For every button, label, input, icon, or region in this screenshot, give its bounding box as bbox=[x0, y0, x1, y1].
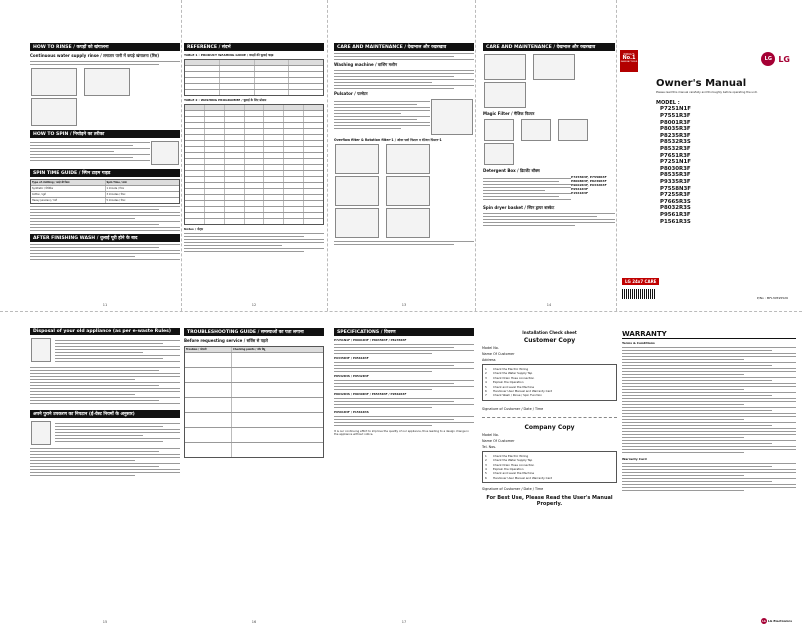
magic-filter-figure-2 bbox=[521, 119, 551, 141]
india-no1-badge: INDIA'S No.1 MANUFACTURER bbox=[620, 50, 638, 72]
filter-figure-5 bbox=[335, 208, 379, 238]
warranty-title: WARRANTY bbox=[622, 330, 796, 339]
section-subheading: Continuous water supply rinse / लगातार पानी में कपड़े खंगालना (रिंस) bbox=[30, 53, 160, 58]
washing-guide-table bbox=[184, 59, 324, 96]
page-12 bbox=[184, 43, 324, 311]
page-number: 16 bbox=[251, 620, 257, 624]
terms-heading: Terms & Conditions bbox=[622, 341, 655, 345]
barcode-icon bbox=[622, 289, 656, 299]
section-heading: CARE AND MAINTENANCE / देखभाल और रखरखाव bbox=[334, 43, 474, 51]
warranty-card-heading: Warranty Card bbox=[622, 457, 647, 461]
spec-block-title: P7251N1F / P8001R3F / P8035R3F / P8235R3F bbox=[334, 338, 407, 342]
footer-logo: LG LG Electronics bbox=[762, 619, 792, 623]
rinse-figures bbox=[30, 67, 180, 127]
filter-figure-2 bbox=[386, 144, 430, 174]
section-heading: REFERENCE / संदर्भ bbox=[184, 43, 324, 51]
applicable-models: P7255R3F, P7558R3F P8008R3F, P8239R3F P9002R3F, P9332R3F P9561R3F P1561R3F bbox=[571, 175, 607, 195]
magic-filter-figure-4 bbox=[484, 143, 514, 165]
care-figure-1 bbox=[484, 54, 526, 80]
section-subheading: Magic Filter / मैजिक फिल्टर bbox=[483, 111, 535, 116]
fold-line-4 bbox=[616, 0, 617, 311]
section-heading: SPIN TIME GUIDE / स्पिन टाइम गाइड bbox=[30, 169, 180, 177]
section-heading: AFTER FINISHING WASH / धुलाई पूरी होने के बाद bbox=[30, 234, 180, 242]
section-heading: Disposal of your old appliance (as per e-waste Rules) bbox=[30, 328, 180, 335]
page-number: 14 bbox=[546, 303, 552, 307]
lg-logo-icon: LG bbox=[762, 619, 766, 623]
rinse-figure-3 bbox=[31, 98, 77, 126]
spec-block-title: P8532R3S / P8532R3F bbox=[334, 374, 369, 378]
spec-block-title: P9335R3F / P9561R3F bbox=[334, 356, 369, 360]
page-17 bbox=[334, 328, 474, 628]
spin-figure bbox=[151, 141, 179, 165]
customer-copy-heading: Customer Copy bbox=[523, 337, 576, 344]
checksheet-title: Installation Check sheet bbox=[522, 330, 577, 335]
care-figure-3 bbox=[484, 82, 526, 108]
filter-figure-1 bbox=[335, 144, 379, 174]
signature-line: Signature of Customer / Date / Time bbox=[482, 406, 544, 411]
spec-block-title: P8032R3S / P8030R3F / P8535R3F / P9562R3F bbox=[334, 392, 407, 396]
signature-line: Signature of Customer / Date / Time bbox=[482, 487, 544, 492]
page-number: 17 bbox=[401, 620, 407, 624]
warranty-page bbox=[622, 328, 796, 628]
section-subheading: Spin dryer basket / स्पिन ड्रायर बास्केट bbox=[483, 205, 555, 210]
section-subheading: Detergent Box / डिटर्जेंट बॉक्स bbox=[483, 168, 540, 173]
page-16 bbox=[184, 328, 324, 628]
field-label: Model No. bbox=[482, 432, 499, 437]
page-number: 12 bbox=[251, 303, 257, 307]
fold-line-2 bbox=[327, 0, 328, 311]
page-11 bbox=[30, 43, 180, 311]
washing-programme-table bbox=[184, 104, 324, 225]
section-subheading: Overflow filter & Rotation filter-1 / ओवर फ्लो फिल्टर व रोटेशन फिल्टर-1 bbox=[334, 138, 442, 142]
lg-logo: LG LG bbox=[761, 52, 790, 66]
section-heading: HOW TO RINSE / कपड़ों को खंगालना bbox=[30, 43, 180, 51]
rinse-figure-2 bbox=[84, 68, 130, 96]
checklist-box: 1 Check the Electric Wiring 2 Check the Water Supply Tap 3 Check Drain Hose connection 4 Explain the Operation 5 Check and Level the Machine 6 Handover User Manual and Warranty Card 7 Check Wash / Rinse / Spin Function bbox=[482, 364, 617, 401]
best-use-note: For Best Use, Please Read the User's Manual Properly. bbox=[486, 495, 613, 508]
field-label: Address bbox=[482, 358, 496, 362]
installation-check-sheet bbox=[482, 328, 617, 628]
field-label: Name Of Customer bbox=[482, 438, 515, 443]
manual-intro: Please read this manual carefully and thoroughly before operating the unit. bbox=[656, 90, 758, 94]
section-heading-hindi: अपने पुराने उपकरण का निपटान (ई-वेस्ट नियमों के अनुसार) bbox=[30, 410, 180, 418]
text-block bbox=[30, 61, 180, 65]
filter-figure-6 bbox=[386, 208, 430, 238]
part-number: P/No : MFL30595526 bbox=[756, 296, 788, 300]
page-number: 15 bbox=[102, 620, 108, 624]
magic-filter-figure-1 bbox=[484, 119, 514, 141]
section-subheading: Before requesting service / सर्विस से पहले bbox=[184, 338, 268, 343]
rinse-figure-1 bbox=[31, 68, 77, 96]
section-heading: SPECIFICATIONS / विवरण bbox=[334, 328, 474, 336]
section-subheading: Pulsator / पल्सेटर bbox=[334, 91, 368, 96]
page-15 bbox=[30, 328, 180, 628]
company-copy-heading: Company Copy bbox=[524, 423, 575, 431]
cover-page bbox=[620, 50, 796, 311]
spec-block-title: P9561R3F / P1561R3S bbox=[334, 410, 369, 414]
section-heading: CARE AND MAINTENANCE / देखभाल और रखरखाव bbox=[483, 43, 615, 51]
table2-caption: TABLE 2 : WASHING PROGRAMME / धुलाई के लिए प्रोग्राम bbox=[184, 98, 267, 102]
crossed-bin-icon bbox=[31, 338, 51, 362]
field-label: Name Of Customer bbox=[482, 352, 515, 356]
page-number: 11 bbox=[102, 303, 108, 307]
section-heading: HOW TO SPIN / निचोड़ने का तरीका bbox=[30, 130, 180, 138]
manual-title: Owner's Manual bbox=[656, 78, 747, 89]
fold-line-horizontal bbox=[0, 311, 802, 312]
magic-filter-figure-3 bbox=[558, 119, 588, 141]
page-14 bbox=[483, 43, 615, 311]
model-label: MODEL : bbox=[656, 100, 680, 107]
pulsator-figure bbox=[431, 99, 473, 135]
fold-line-3 bbox=[475, 0, 476, 311]
spec-note: It is our continuing effort to improve the quality of our appliance, thus leading to a design change in the appliance without notice. bbox=[334, 429, 469, 437]
lg-logo-icon: LG bbox=[761, 52, 775, 66]
notes-heading: Notes / नोट्स bbox=[184, 227, 203, 231]
table1-caption: TABLE 1 : PRODUCT WASHING GUIDE / कपड़ों की धुलाई गाइड bbox=[184, 53, 274, 57]
field-label: Tel. Nos. bbox=[482, 444, 497, 449]
fold-line-1 bbox=[181, 0, 182, 311]
care-badge: LG 24x7 CARE bbox=[622, 268, 659, 299]
section-heading: TROUBLESHOOTING GUIDE / समस्याओं का पता लगाना bbox=[184, 328, 324, 336]
care-figure-2 bbox=[533, 54, 575, 80]
section-subheading: Washing machine / वाशिंग मशीन bbox=[334, 62, 397, 67]
spin-time-table: Type of clothing / कपड़े की किस्म Spin Time / समय Synthetic / सिंथेटिक 1 minute / मिनट Cotton / सूती 3 minutes / मिनट Heavy (woolen) / भारी 5 minutes / मिनट bbox=[30, 179, 180, 204]
field-label: Model No. bbox=[482, 346, 499, 350]
crossed-bin-icon bbox=[31, 421, 51, 445]
checklist-box: 1 Check the Electric Wiring 2 Check the Water Supply Tap 3 Check Drain Hose connection 4 Explain the Operation 5 Check and Level the Machine 6 Handover User Manual and Warranty Card bbox=[482, 451, 617, 483]
filter-figure-3 bbox=[335, 176, 379, 206]
troubleshooting-table: Troubles / परेशानी Checking points / जाँच बिंदु bbox=[184, 346, 324, 458]
filter-figure-4 bbox=[386, 176, 430, 206]
page-13 bbox=[334, 43, 474, 311]
page-number: 13 bbox=[401, 303, 407, 307]
model-list: P7251N1F P7551R3F P8001R3F P8035R3F P8235R3F P8532R3S P8532R3F P7651R3F P7251N1F P8030R3F P8535R3F P9335R3F P7558N3F P7255R3F P7665R3S P8032R3S P9561R3F P1561R3S bbox=[660, 106, 691, 225]
